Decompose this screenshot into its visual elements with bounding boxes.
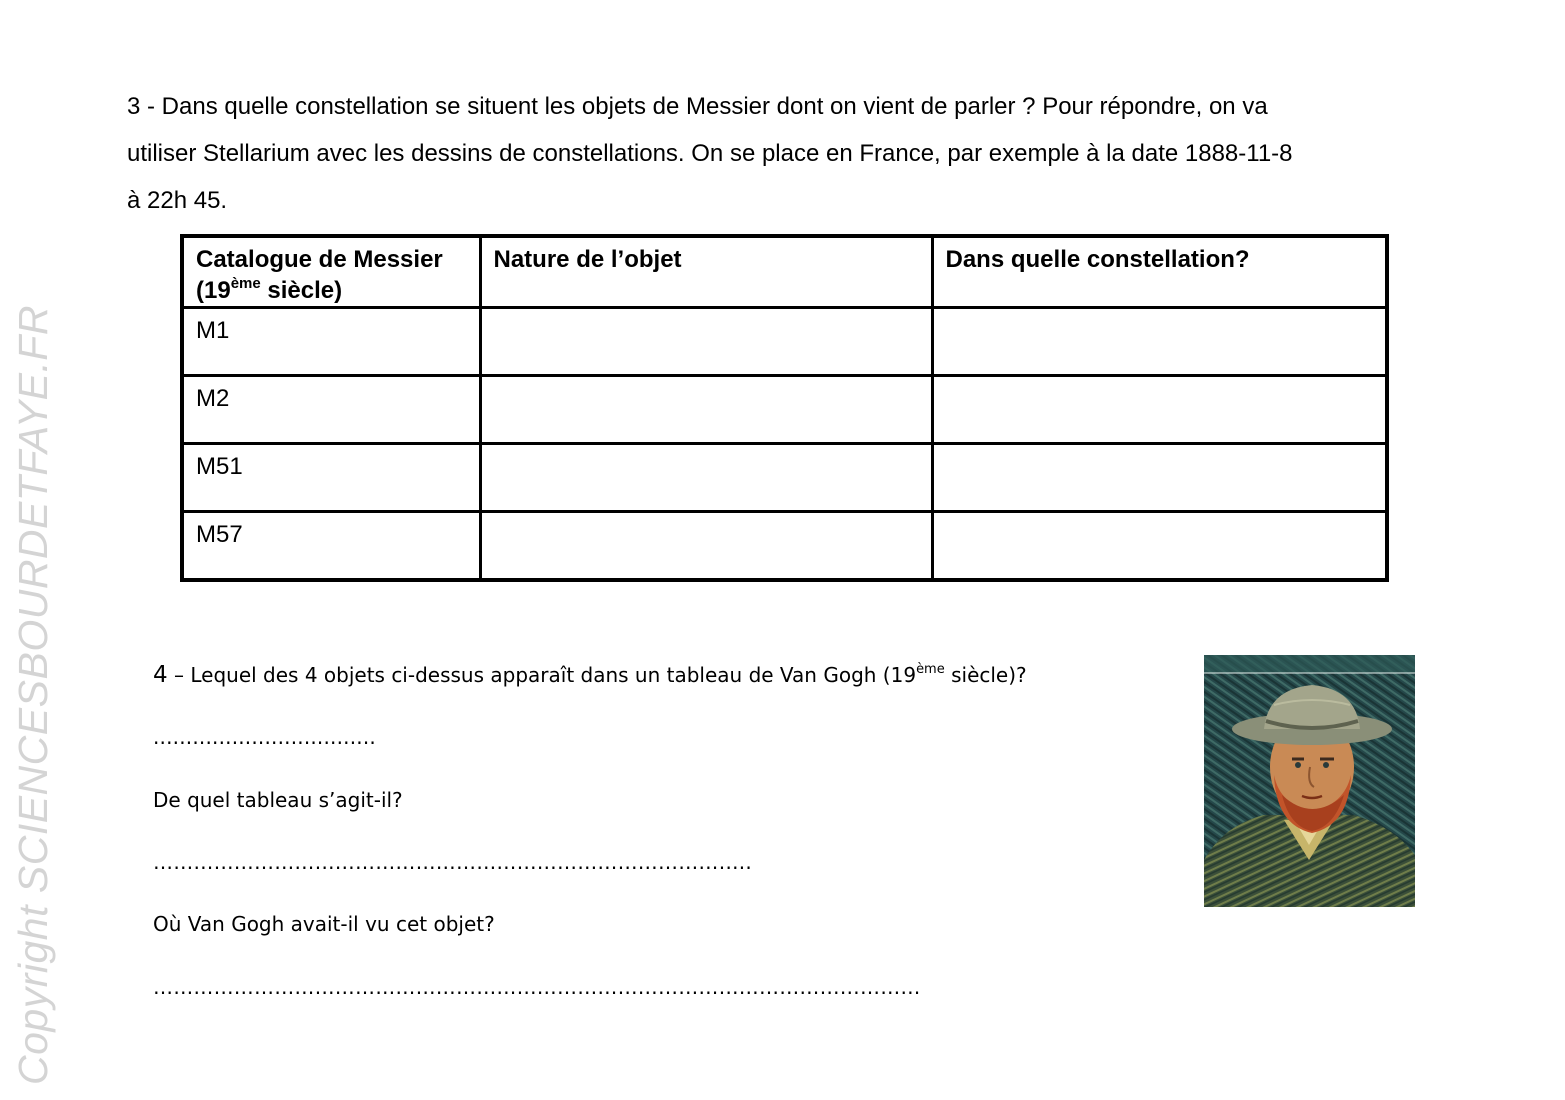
question-3-line: 3 - Dans quelle constellation se situent les objets de Messier dont on vient de parler ? Pour répondre, on va: [127, 93, 1268, 120]
question-3-line: à 22h 45.: [127, 187, 228, 214]
messier-id-cell: M51: [182, 444, 480, 512]
sub-question-painting: De quel tableau s’agit-il?: [153, 788, 403, 812]
question-4-text-a: – Lequel des 4 objets ci-dessus apparaît dans un tableau de Van Gogh (19: [167, 663, 917, 687]
constellation-cell[interactable]: [932, 444, 1387, 512]
question-4-text-b: siècle)?: [944, 663, 1027, 687]
header-nature: Nature de l’objet: [480, 236, 932, 308]
answer-line-painting[interactable]: ……………………………………………………………………………..: [153, 850, 752, 874]
messier-table: [180, 234, 1389, 582]
answer-line-object[interactable]: ..................................: [153, 725, 376, 749]
copyright-watermark: Copyright SCIENCESBOURDETFAYE.FR: [10, 305, 56, 1085]
header-century-sup: ème: [230, 275, 261, 292]
header-constellation: Dans quelle constellation?: [932, 236, 1387, 308]
constellation-cell[interactable]: [932, 512, 1387, 580]
answer-line-location[interactable]: ……………………………………………………………………………………………………: [153, 975, 921, 999]
table-row: [182, 512, 1387, 580]
table-row: [182, 308, 1387, 376]
header-century-open: (19: [196, 277, 231, 304]
table-row: [182, 376, 1387, 444]
question-3-text: [127, 83, 1417, 224]
question-4-century-sup: ème: [916, 662, 945, 678]
table-row: [182, 444, 1387, 512]
messier-id-cell: M1: [182, 308, 480, 376]
nature-cell[interactable]: [480, 512, 932, 580]
nature-cell[interactable]: [480, 444, 932, 512]
question-4-text: [153, 662, 1027, 688]
header-catalogue-label: Catalogue de Messier: [196, 246, 443, 273]
van-gogh-portrait-image: [1204, 655, 1415, 907]
portrait-illustration: [1204, 655, 1415, 907]
messier-id-cell: M2: [182, 376, 480, 444]
nature-cell[interactable]: [480, 376, 932, 444]
question-4-number: 4: [153, 662, 168, 688]
constellation-cell[interactable]: [932, 308, 1387, 376]
sub-question-location: Où Van Gogh avait-il vu cet objet?: [153, 912, 495, 936]
question-3-line: utiliser Stellarium avec les dessins de constellations. On se place en France, par exemple à la date 1888-11-8: [127, 140, 1293, 167]
header-century-close: siècle): [260, 277, 343, 304]
messier-id-cell: M57: [182, 512, 480, 580]
nature-cell[interactable]: [480, 308, 932, 376]
table-header-row: [182, 236, 1387, 308]
constellation-cell[interactable]: [932, 376, 1387, 444]
header-catalogue: [182, 236, 480, 308]
